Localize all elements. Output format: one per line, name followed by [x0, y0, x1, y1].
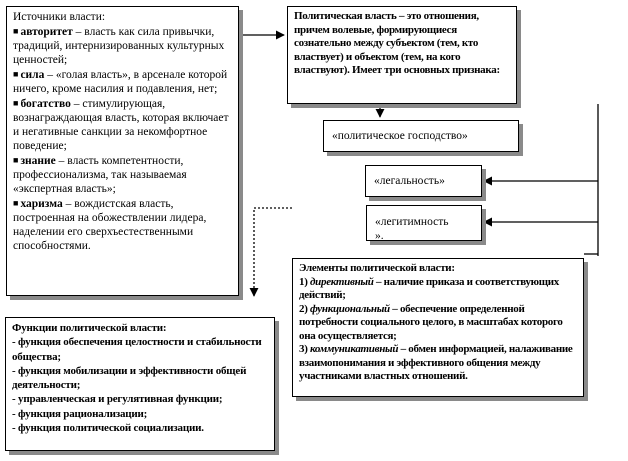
functions-title: Функции политической власти:	[12, 322, 167, 334]
element-term: директивный	[310, 275, 374, 288]
function-item: - функция мобилизации и эффективности общей деятельности;	[12, 364, 247, 392]
source-item	[13, 153, 232, 196]
element-num: 2)	[299, 302, 311, 315]
source-desc: – «голая власть», в арсенале которой ничего, кроме насилия и подавления, нет;	[13, 69, 228, 95]
element-desc: – обмен информацией, налаживание взаимопонимания и эффективного общения между участниками властных отношений.	[299, 343, 573, 382]
source-term: богатство	[20, 98, 71, 110]
source-term: сила	[20, 69, 45, 81]
source-term: знание	[20, 155, 56, 167]
source-item	[13, 196, 232, 253]
source-term: харизма	[20, 198, 63, 210]
elements-box	[292, 258, 584, 397]
function-item: - функция политической социализации.	[12, 422, 204, 435]
source-item	[13, 67, 232, 96]
source-desc: – стимулирующая, вознаграждающая власть, которая включает и негативные санкции за некомфортное поведение;	[13, 98, 229, 152]
sources-box	[6, 6, 239, 296]
source-desc: – власть компетентности, профессионализма, так называемая «экспертная власть»;	[13, 155, 187, 195]
element-item	[299, 343, 577, 384]
element-num: 1)	[299, 275, 311, 288]
function-item: - функция обеспечения целостности и стабильности общества;	[12, 336, 262, 363]
source-term: авторитет	[20, 26, 73, 38]
element-desc: – наличие приказа и соответствующих действий;	[299, 275, 559, 301]
functions-box	[5, 317, 275, 451]
sign-label-1: «политическое господство»	[332, 130, 468, 142]
element-term: коммуникативный	[310, 343, 399, 355]
bullet-icon: ■	[13, 26, 19, 36]
element-desc: – обеспечение определенной потребности социального целого, в масштабах которого она осуществляется;	[299, 302, 563, 342]
sign-label-2: «легальность»	[374, 175, 445, 187]
bullet-icon: ■	[13, 98, 19, 108]
sources-title: Источники власти:	[13, 11, 106, 23]
sign-box-2	[365, 165, 482, 197]
source-item	[13, 96, 232, 153]
sign-label-3: «легитимность ».	[375, 216, 449, 241]
functions-list	[12, 335, 268, 435]
definition-box	[287, 6, 517, 104]
element-term: функциональный	[310, 302, 390, 315]
function-item: - функция рационализации;	[12, 407, 148, 420]
elements-title: Элементы политической власти:	[299, 262, 455, 274]
sources-list	[13, 24, 232, 253]
dotted-arrow-to-functions	[254, 208, 292, 296]
sign-box-3	[366, 205, 482, 241]
bullet-icon: ■	[13, 69, 19, 79]
source-desc: – власть как сила привычки, традиций, интернизированных культурных ценностей;	[13, 26, 225, 66]
function-item: - управленческая и регулятивная функции;	[12, 393, 223, 406]
element-item	[299, 303, 577, 344]
sign-box-1	[323, 120, 519, 152]
bullet-icon: ■	[13, 198, 19, 208]
definition-text: Политическая власть – это отношения, причем волевые, формирующиеся сознательно между субъектом (тем, кто властвует) и объектом (тем, на кого властвуют). Имеет три основных признака:	[294, 10, 500, 76]
elements-list	[299, 276, 577, 384]
element-num: 3)	[299, 343, 311, 355]
bullet-icon: ■	[13, 155, 19, 165]
source-item	[13, 24, 232, 67]
element-item	[299, 276, 577, 303]
source-desc: – вождистская власть, построенная на обожествлении лидера, наделении его сверхъестественными способностями.	[13, 198, 207, 252]
